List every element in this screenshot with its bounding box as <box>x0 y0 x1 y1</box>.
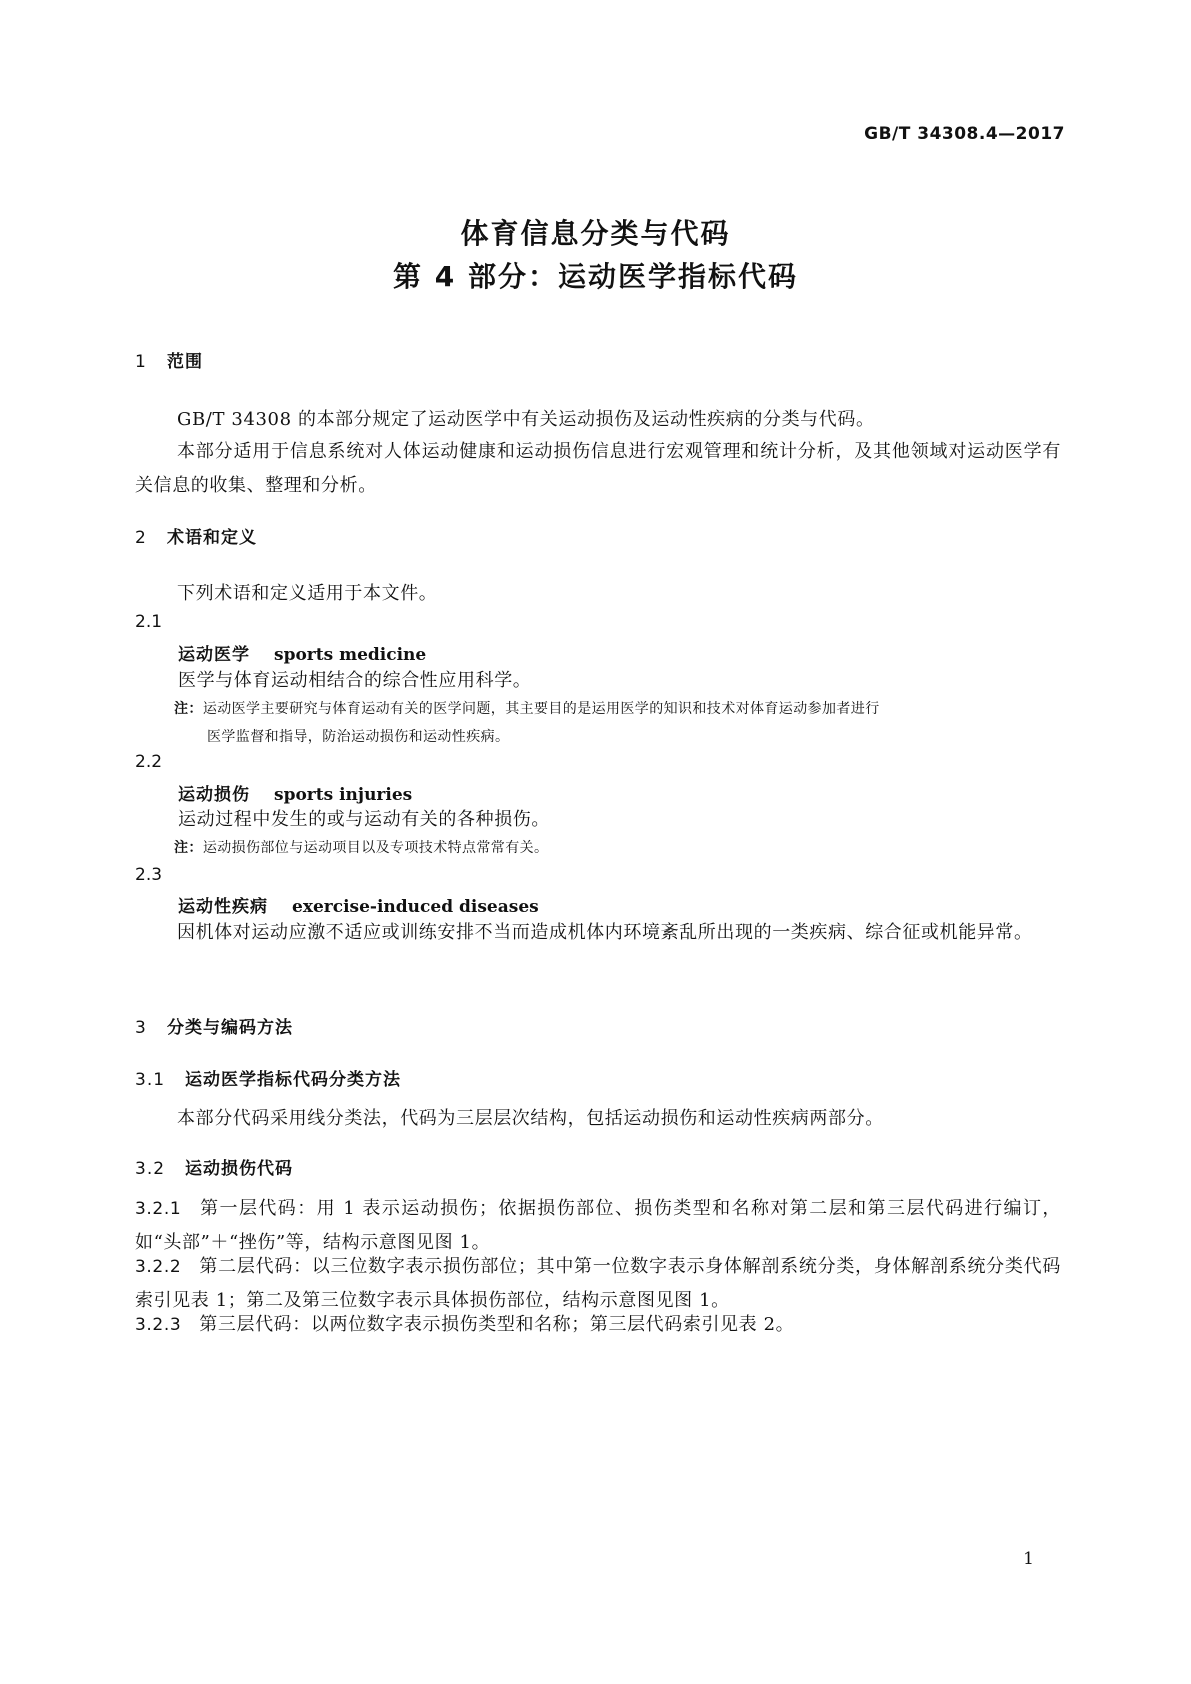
clause-3-2-3 <box>135 1308 1061 1342</box>
term-chinese: 运动性疾病 <box>178 897 268 917</box>
clause-text: 第一层代码：用 1 表示运动损伤；依据损伤部位、损伤类型和名称对第二层和第三层代码进行编订，如“头部”＋“挫伤”等，结构示意图见图 1。 <box>135 1198 1061 1253</box>
clause-number: 3.2.2 <box>135 1257 182 1277</box>
term-heading <box>178 640 426 665</box>
clause-text: 第三层代码：以两位数字表示损伤类型和名称；第三层代码索引见表 2。 <box>199 1314 795 1335</box>
term-chinese: 运动损伤 <box>178 785 250 805</box>
section-1-title: 范围 <box>167 352 203 372</box>
clause-number: 3.2.3 <box>135 1315 182 1335</box>
section-3-title: 分类与编码方法 <box>167 1018 293 1038</box>
section-3-2-title: 运动损伤代码 <box>185 1159 293 1179</box>
term-note <box>174 834 1061 862</box>
note-text-line-1: 运动医学主要研究与体育运动有关的医学问题，其主要目的是运用医学的知识和技术对体育运动参加者进行 <box>202 701 880 717</box>
section-2-heading <box>135 523 257 548</box>
standard-number: GB/T 34308.4—2017 <box>864 124 1065 144</box>
section-3-2-heading <box>135 1154 293 1179</box>
section-3-1-title: 运动医学指标代码分类方法 <box>185 1070 401 1090</box>
section-1-paragraph-1: GB/T 34308 的本部分规定了运动医学中有关运动损伤及运动性疾病的分类与代码。 <box>177 409 875 430</box>
section-3-number: 3 <box>135 1018 147 1038</box>
section-2-intro: 下列术语和定义适用于本文件。 <box>177 583 438 604</box>
term-number: 2.3 <box>135 865 163 885</box>
term-chinese: 运动医学 <box>178 645 250 665</box>
section-1-heading <box>135 347 203 372</box>
term-heading <box>178 892 539 917</box>
section-2-number: 2 <box>135 528 147 548</box>
term-english: sports injuries <box>274 785 413 805</box>
page-number: 1 <box>1023 1549 1034 1569</box>
term-english: exercise-induced diseases <box>292 897 539 917</box>
section-3-2-number: 3.2 <box>135 1159 166 1179</box>
title-line-1: 体育信息分类与代码 <box>460 217 731 250</box>
term-number: 2.2 <box>135 752 163 772</box>
term-definition: 因机体对运动应激不适应或训练安排不当而造成机体内环境紊乱所出现的一类疾病、综合征或机能异常。 <box>177 922 1033 943</box>
section-3-1-number: 3.1 <box>135 1070 166 1090</box>
note-text-line-2: 医学监督和指导，防治运动损伤和运动性疾病。 <box>207 729 510 745</box>
section-1-number: 1 <box>135 352 147 372</box>
section-2-title: 术语和定义 <box>167 528 257 548</box>
term-definition: 运动过程中发生的或与运动有关的各种损伤。 <box>178 809 550 830</box>
note-label: 注： <box>174 840 203 856</box>
clause-number: 3.2.1 <box>135 1199 182 1219</box>
section-3-1-heading <box>135 1065 401 1090</box>
term-english: sports medicine <box>274 645 427 665</box>
term-number: 2.1 <box>135 612 163 632</box>
term-note <box>174 695 1061 751</box>
section-3-1-text: 本部分代码采用线分类法，代码为三层层次结构，包括运动损伤和运动性疾病两部分。 <box>177 1108 884 1129</box>
clause-text: 第二层代码：以三位数字表示损伤部位；其中第一位数字表示身体解剖系统分类，身体解剖系统分类代码索引见表 1；第二及第三位数字表示具体损伤部位，结构示意图见图 1。 <box>135 1256 1061 1311</box>
note-label: 注： <box>174 701 203 717</box>
note-text-line-1: 运动损伤部位与运动项目以及专项技术特点常常有关。 <box>202 840 549 856</box>
title-line-2: 第 4 部分：运动医学指标代码 <box>393 260 798 293</box>
section-3-heading <box>135 1013 293 1038</box>
section-1-paragraph-2: 本部分适用于信息系统对人体运动健康和运动损伤信息进行宏观管理和统计分析，及其他领域对运动医学有关信息的收集、整理和分析。 <box>135 441 1061 496</box>
term-definition: 医学与体育运动相结合的综合性应用科学。 <box>178 670 532 691</box>
term-heading <box>178 780 412 805</box>
